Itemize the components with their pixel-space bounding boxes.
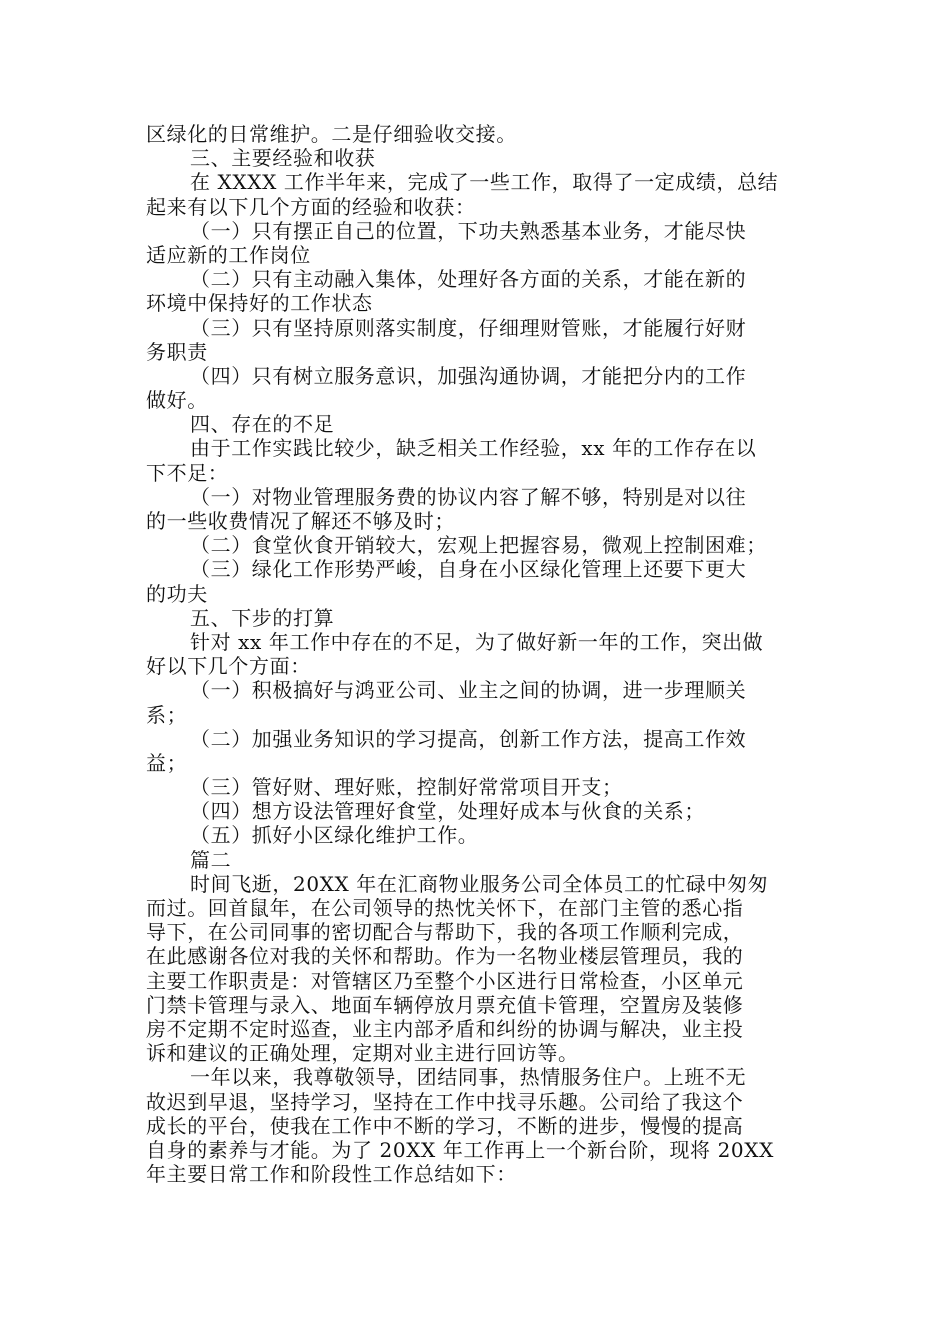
text-line: 的功夫 xyxy=(146,581,208,606)
text-line: 自身的素养与才能。为了 20XX 年工作再上一个新台阶，现将 20XX xyxy=(146,1137,774,1162)
text-line: （一）只有摆正自己的位置，下功夫熟悉基本业务，才能尽快 xyxy=(190,218,747,243)
text-line: 篇二 xyxy=(190,847,232,872)
text-line: 而过。回首鼠年，在公司领导的热忱关怀下，在部门主管的悉心指 xyxy=(146,896,744,920)
text-line: 在此感谢各位对我的关怀和帮助。作为一名物业楼层管理员，我的 xyxy=(146,944,744,969)
text-line: 五、下步的打算 xyxy=(190,605,335,630)
text-line: 在 XXXX 工作半年来，完成了一些工作，取得了一定成绩，总结 xyxy=(190,170,779,195)
text-line: 房不定期不定时巡查，业主内部矛盾和纠纷的协调与解决，业主投 xyxy=(146,1016,744,1041)
text-line: 区绿化的日常维护。二是仔细验收交接。 xyxy=(146,122,517,146)
text-line: 一年以来，我尊敬领导，团结同事，热情服务住户。上班不无 xyxy=(190,1065,747,1090)
text-line: 针对 xx 年工作中存在的不足，为了做好新一年的工作，突出做 xyxy=(190,629,764,654)
text-line: （三）绿化工作形势严峻，自身在小区绿化管理上还要下更大 xyxy=(190,557,747,582)
text-line: （五）抓好小区绿化维护工作。 xyxy=(190,823,479,848)
document-body xyxy=(146,122,811,1186)
text-line: （二）只有主动融入集体，处理好各方面的关系，才能在新的 xyxy=(190,267,747,292)
text-line: （二）加强业务知识的学习提高，创新工作方法，提高工作效 xyxy=(190,726,747,751)
text-line: 成长的平台，使我在工作中不断的学习，不断的进步，慢慢的提高 xyxy=(146,1113,744,1138)
text-line: 起来有以下几个方面的经验和收获： xyxy=(146,194,476,219)
text-line: 门禁卡管理与录入、地面车辆停放月票充值卡管理，空置房及装修 xyxy=(146,992,744,1017)
text-line: 务职责 xyxy=(146,339,208,364)
text-line: 适应新的工作岗位 xyxy=(146,242,311,267)
text-line: 做好。 xyxy=(146,388,208,413)
text-line: 的一些收费情况了解还不够及时； xyxy=(146,509,455,533)
text-line: （二）食堂伙食开销较大，宏观上把握容易，微观上控制困难； xyxy=(190,533,767,558)
text-line: 系； xyxy=(146,702,188,727)
text-line: （四）只有树立服务意识，加强沟通协调，才能把分内的工作 xyxy=(190,363,747,388)
text-line: （一）对物业管理服务费的协议内容了解不够，特别是对以往 xyxy=(190,484,747,509)
text-line: 诉和建议的正确处理，定期对业主进行回访等。 xyxy=(146,1041,579,1066)
text-line: 故迟到早退，坚持学习，坚持在工作中找寻乐趣。公司给了我这个 xyxy=(146,1089,744,1114)
text-line: 三、主要经验和收获 xyxy=(190,146,376,171)
text-line: 导下，在公司同事的密切配合与帮助下，我的各项工作顺利完成， xyxy=(146,920,744,945)
text-line: （一）积极搞好与鸿亚公司、业主之间的协调，进一步理顺关 xyxy=(190,678,747,703)
text-line: 好以下几个方面： xyxy=(146,654,311,679)
text-line: 时间飞逝，20XX 年在汇商物业服务公司全体员工的忙碌中匆匆 xyxy=(190,871,769,896)
text-line: 环境中保持好的工作状态 xyxy=(146,291,373,316)
text-line: 下不足： xyxy=(146,460,229,485)
text-line: 由于工作实践比较少，缺乏相关工作经验，xx 年的工作存在以 xyxy=(190,436,757,461)
text-line: 主要工作职责是：对管辖区乃至整个小区进行日常检查，小区单元 xyxy=(146,968,744,993)
text-line: （三）只有坚持原则落实制度，仔细理财管账，才能履行好财 xyxy=(190,315,747,340)
text-line: 年主要日常工作和阶段性工作总结如下： xyxy=(146,1162,517,1187)
text-line: 四、存在的不足 xyxy=(190,412,335,437)
text-line: 益； xyxy=(146,750,188,775)
text-line: （四）想方设法管理好食堂，处理好成本与伙食的关系； xyxy=(190,799,705,824)
text-line: （三）管好财、理好账，控制好常常项目开支； xyxy=(190,775,623,800)
